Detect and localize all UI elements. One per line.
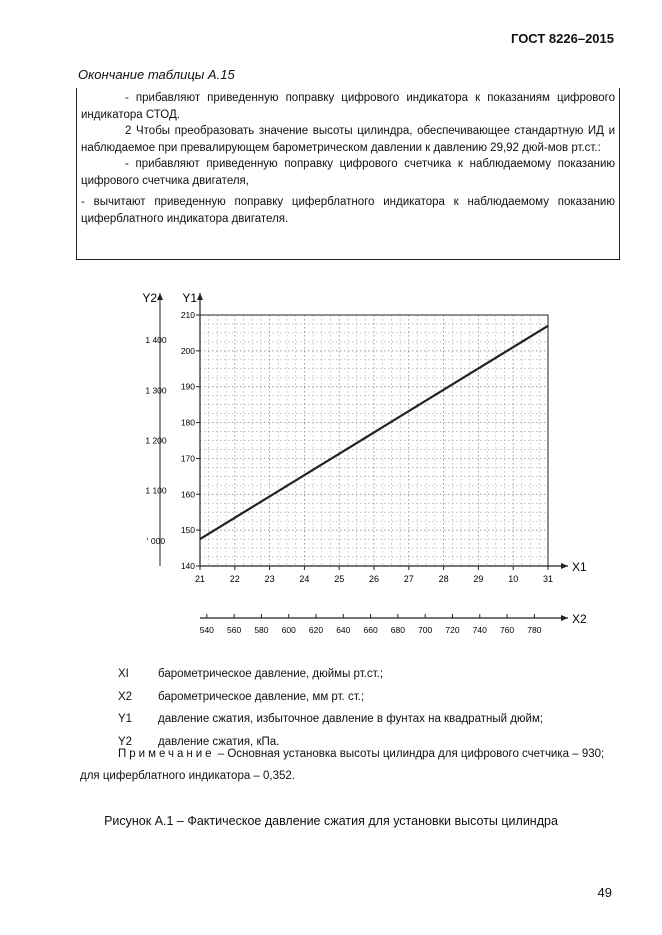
x2-tick-label: 780 <box>527 625 542 635</box>
table-caption: Окончание таблицы А.15 <box>78 67 235 82</box>
legend-symbol: XI <box>118 668 129 681</box>
table-text-line-3: - прибавляют приведенную поправку цифрового счетчика к наблюдаемому показанию цифрового счетчика двигателя, <box>81 158 615 187</box>
legend-text: давление сжатия, кПа. <box>158 735 280 748</box>
x1-tick-label: 25 <box>334 574 345 584</box>
x2-tick-label: 620 <box>308 625 324 635</box>
x2-axis-arrow <box>561 615 568 621</box>
legend-row <box>118 708 543 731</box>
y1-axis-arrow <box>197 293 203 300</box>
legend-symbol: X2 <box>118 690 133 703</box>
x1-tick-label: 22 <box>229 574 240 584</box>
legend-text: барометрическое давление, мм рт. ст.; <box>158 690 365 703</box>
x1-axis-label: X1 <box>572 560 587 574</box>
x2-tick-label: 540 <box>199 625 214 635</box>
figure-legend <box>118 663 543 753</box>
y1-tick-label: 170 <box>180 453 195 464</box>
legend-symbol: Y1 <box>118 713 133 726</box>
x1-tick-label: 31 <box>542 574 554 584</box>
y2-tick-label: 1 100 <box>145 485 167 496</box>
x1-axis-arrow <box>561 563 568 569</box>
x2-tick-label: 760 <box>499 625 515 635</box>
x1-tick-label: 10 <box>508 574 519 584</box>
y2-axis-label: Y2 <box>142 291 157 305</box>
chart-axes <box>157 293 568 621</box>
legend-row <box>118 686 543 709</box>
y1-tick-label: 200 <box>180 345 195 356</box>
table-text-line-1: - прибавляют приведенную поправку цифрового индикатора к показаниям цифрового индикатора СТОД. <box>81 92 615 121</box>
chart-grid <box>200 315 548 566</box>
x1-tick-label: 28 <box>438 574 449 584</box>
y2-tick-label: 1 400 <box>145 335 167 346</box>
y1-axis-label: Y1 <box>182 291 197 305</box>
x1-tick-label: 29 <box>473 574 484 584</box>
x2-tick-label: 660 <box>363 625 378 635</box>
x2-tick-label: 680 <box>390 625 405 635</box>
y1-tick-label: 150 <box>180 525 195 536</box>
x2-tick-label: 700 <box>418 625 433 635</box>
legend-row <box>118 663 543 686</box>
x1-tick-label: 21 <box>194 574 206 584</box>
y1-tick-label: 210 <box>180 310 195 320</box>
x2-tick-label: 640 <box>336 625 351 635</box>
y1-tick-label: 190 <box>180 381 195 392</box>
x2-axis-label: X2 <box>572 612 587 626</box>
legend-symbol: Y2 <box>118 735 133 748</box>
y2-tick-label: ' 000 <box>146 535 166 546</box>
chart-ticks <box>145 310 553 635</box>
x2-tick-label: 600 <box>281 625 296 635</box>
figure-caption: Рисунок А.1 – Фактическое давление сжатия для установки высоты цилиндра <box>104 814 558 828</box>
chart-svg <box>140 285 587 645</box>
x1-tick-label: 23 <box>264 574 275 584</box>
y2-tick-label: 1 300 <box>145 385 167 396</box>
x2-tick-label: 560 <box>227 625 242 635</box>
y1-tick-label: 140 <box>180 561 195 571</box>
legend-text: барометрическое давление, дюймы рт.ст.; <box>158 668 384 681</box>
y2-tick-label: 1 200 <box>145 435 167 446</box>
figure-note <box>80 743 616 787</box>
x2-tick-label: 580 <box>254 625 269 635</box>
pressure-chart <box>140 285 587 650</box>
note-label: Примечание <box>118 748 215 760</box>
x1-tick-label: 27 <box>403 574 414 584</box>
y1-tick-label: 160 <box>180 489 195 500</box>
table-continuation-box <box>76 88 620 260</box>
x1-tick-label: 26 <box>368 574 380 584</box>
y2-axis-arrow <box>157 293 163 300</box>
standard-code: ГОСТ 8226–2015 <box>511 31 614 46</box>
y1-tick-label: 180 <box>180 417 195 428</box>
x2-tick-label: 720 <box>445 625 460 635</box>
note-text: – Основная установка высоты цилиндра для цифрового счетчика – 930; для циферблатного индикатора – 0,352. <box>80 748 605 782</box>
table-text-line-4: - вычитают приведенную поправку циферблатного индикатора к наблюдаемому показанию циферблатного индикатора двигателя. <box>81 196 615 225</box>
x1-tick-label: 24 <box>299 574 310 584</box>
table-text-line-2: 2 Чтобы преобразовать значение высоты цилиндра, обеспечивающее стандартную ИД и наблюдаемое при превалирующем барометрическом давлении к давлению 29,92 дюй-мов рт.ст.: <box>81 125 615 154</box>
legend-text: давление сжатия, избыточное давление в фунтах на квадратный дюйм; <box>158 713 544 726</box>
x2-tick-label: 740 <box>472 625 487 635</box>
page-number: 49 <box>597 885 612 900</box>
